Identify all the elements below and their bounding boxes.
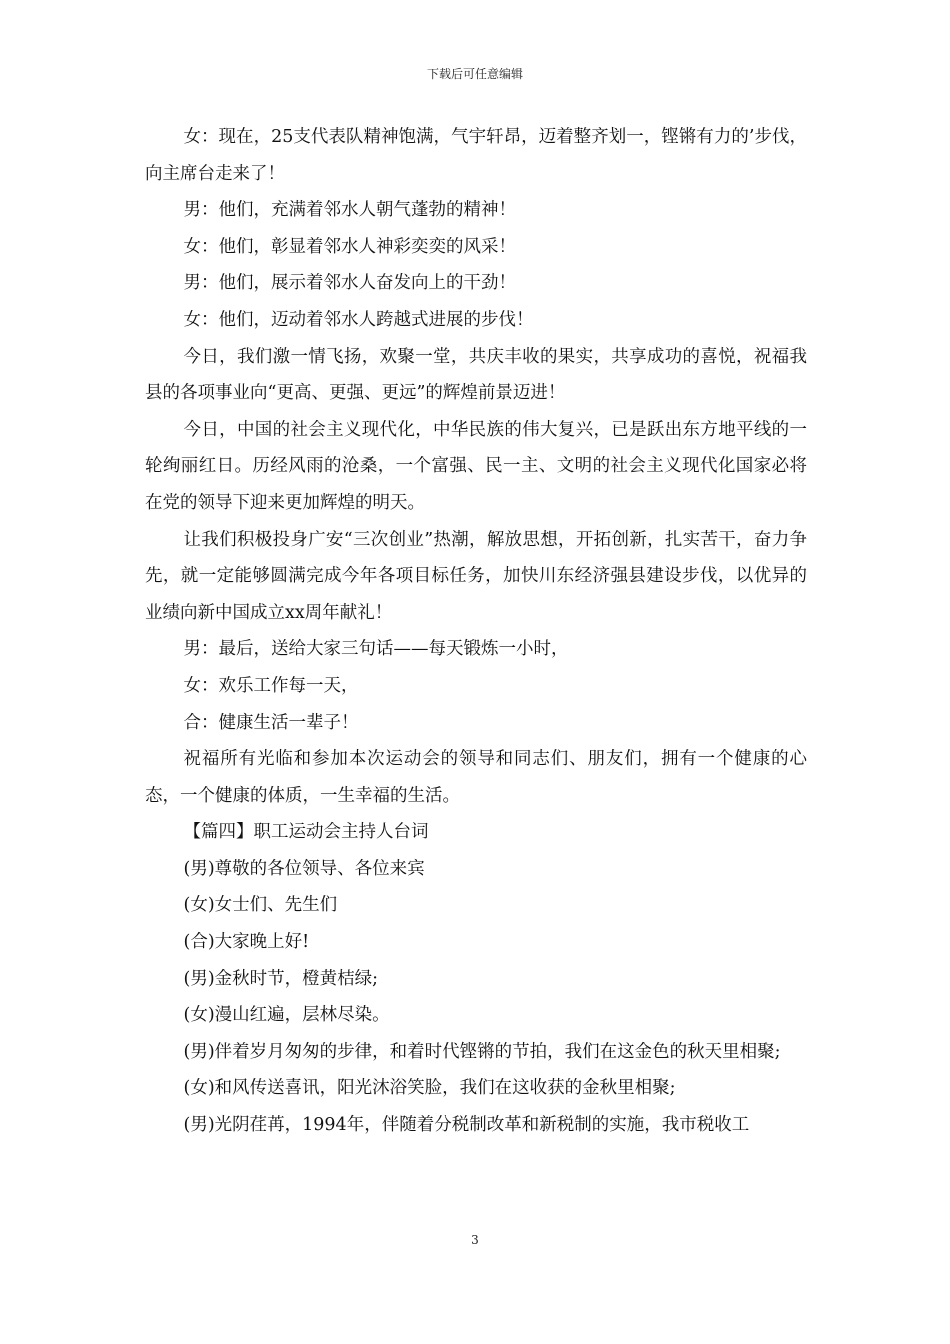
- paragraph: 女：欢乐工作每一天，: [183, 675, 359, 696]
- paragraph: 男：他们，展示着邻水人奋发向上的干劲！: [183, 273, 516, 294]
- paragraph: (女)和风传送喜讯，阳光沐浴笑脸，我们在这收获的金秋里相聚;: [183, 1078, 676, 1099]
- paragraph: 祝福所有光临和参加本次运动会的领导和同志们、朋友们，拥有一个健康的心态，一个健康的体质，一生幸福的生活。: [145, 749, 807, 806]
- paragraph: (男)光阴荏苒，1994年，伴随着分税制改革和新税制的实施，我市税收工: [183, 1115, 750, 1136]
- paragraph: (女)女士们、先生们: [183, 895, 338, 916]
- paragraph: 女：他们，迈动着邻水人跨越式进展的步伐！: [183, 309, 534, 330]
- paragraph: 女：他们，彰显着邻水人神彩奕奕的风采！: [183, 236, 516, 257]
- paragraph: (男)伴着岁月匆匆的步律，和着时代铿锵的节拍，我们在这金色的秋天里相聚;: [183, 1041, 781, 1062]
- paragraph: 今日，中国的社会主义现代化，中华民族的伟大复兴，已是跃出东方地平线的一轮绚丽红日。历经风雨的沧桑，一个富强、民一主、文明的社会主义现代化国家必将在党的领导下迎来更加辉煌的明天。: [145, 419, 807, 513]
- page-number: 3: [471, 1233, 479, 1247]
- page-header: 下载后可任意编辑: [426, 67, 523, 81]
- document-body: [145, 119, 807, 1144]
- paragraph: 男：最后，送给大家三句话——每天锻炼一小时，: [183, 639, 569, 660]
- paragraph: (女)漫山红遍，层林尽染。: [183, 1005, 390, 1026]
- paragraph: (男)金秋时节，橙黄桔绿;: [183, 968, 379, 989]
- paragraph: 今日，我们激一情飞扬，欢聚一堂，共庆丰收的果实，共享成功的喜悦，祝福我县的各项事业向“更高、更强、更远”的辉煌前景迈进！: [145, 346, 807, 404]
- paragraph: (合)大家晚上好!: [183, 932, 310, 953]
- paragraph: 让我们积极投身广安“三次创业”热潮，解放思想，开拓创新，扎实苦干，奋力争先，就一定能够圆满完成今年各项目标任务，加快川东经济强县建设步伐，以优异的业绩向新中国成立xx周年献礼！: [145, 529, 807, 623]
- section-heading: 【篇四】职工运动会主持人台词: [183, 822, 429, 843]
- paragraph: 女：现在，25支代表队精神饱满，气宇轩昂，迈着整齐划一，铿锵有力的’步伐，向主席台走来了！: [145, 127, 807, 184]
- paragraph: 男：他们，充满着邻水人朝气蓬勃的精神！: [183, 200, 516, 221]
- paragraph: (男)尊敬的各位领导、各位来宾: [183, 858, 425, 879]
- paragraph: 合：健康生活一辈子！: [183, 712, 359, 733]
